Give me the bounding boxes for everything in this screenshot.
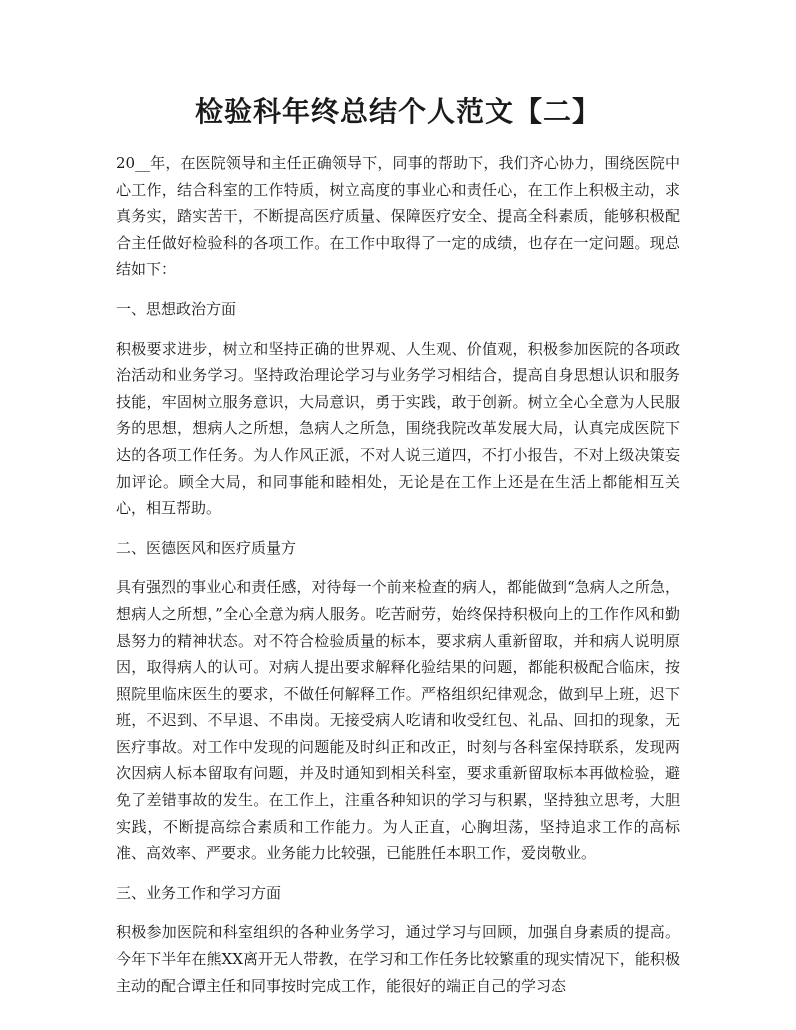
section-heading-ethics: 二、医德医风和医疗质量方 <box>116 538 297 557</box>
paragraph-work-study: 积极参加医院和科室组织的各种业务学习，通过学习与回顾，加强自身素质的提高。今年下半年在熊XX离开无人带教，在学习和工作任务比较繁重的现实情况下，能积极主动的配合谭主任和同事按时完成工作，能很好的端正自己的学习态 <box>116 923 680 995</box>
document-title: 检验科年终总结个人范文【二】 <box>194 95 601 128</box>
paragraph-intro: 20__年，在医院领导和主任正确领导下，同事的帮助下，我们齐心协力，围绕医院中心工作，结合科室的工作特质，树立高度的事业心和责任心，在工作上积极主动，求真务实，踏实苦干，不断提高医疗质量、保障医疗安全、提高全科素质，能够积极配合主任做好检验科的各项工作。在工作中取得了一定的成绩，也存在一定问题。现总结如下： <box>116 154 680 279</box>
paragraph-politics: 积极要求进步，树立和坚持正确的世界观、人生观、价值观，积极参加医院的各项政治活动和业务学习。坚持政治理论学习与业务学习相结合，提高自身思想认识和服务技能，牢固树立服务意识，大局意识，勇于实践，敢于创新。树立全心全意为人民服务的思想，想病人之所想，急病人之所急，围绕我院改革发展大局，认真完成医院下达的各项工作任务。为人作风正派，不对人说三道四，不打小报告，不对上级决策妄加评论。顾全大局，和同事能和睦相处，无论是在工作上还是在生活上都能相互关心，相互帮助。 <box>116 339 680 518</box>
paragraph-ethics: 具有强烈的事业心和责任感，对待每一个前来检查的病人，都能做到“急病人之所急，想病人之所想，”全心全意为病人服务。吃苦耐劳，始终保持积极向上的工作作风和勤恳努力的精神状态。对不符合检验质量的标本，要求病人重新留取，并和病人说明原因，取得病人的认可。对病人提出要求解释化验结果的问题，都能积极配合临床，按照院里临床医生的要求，不做任何解释工作。严格组织纪律观念，做到早上班，迟下班，不迟到、不早退、不串岗。无接受病人吃请和收受红包、礼品、回扣的现象，无医疗事故。对工作中发现的问题能及时纠正和改正，时刻与各科室保持联系，发现两次因病人标本留取有问题，并及时通知到相关科室，要求重新留取标本再做检验，避免了差错事故的发生。在工作上，注重各种知识的学习与积累，坚持独立思考，大胆实践，不断提高综合素质和工作能力。为人正直，心胸坦荡，坚持追求工作的高标准、高效率、严要求。业务能力比较强，已能胜任本职工作，爱岗敬业。 <box>116 578 680 863</box>
document-body <box>116 150 680 999</box>
section-heading-work-study: 三、业务工作和学习方面 <box>116 883 282 902</box>
section-heading-politics: 一、思想政治方面 <box>116 299 237 318</box>
